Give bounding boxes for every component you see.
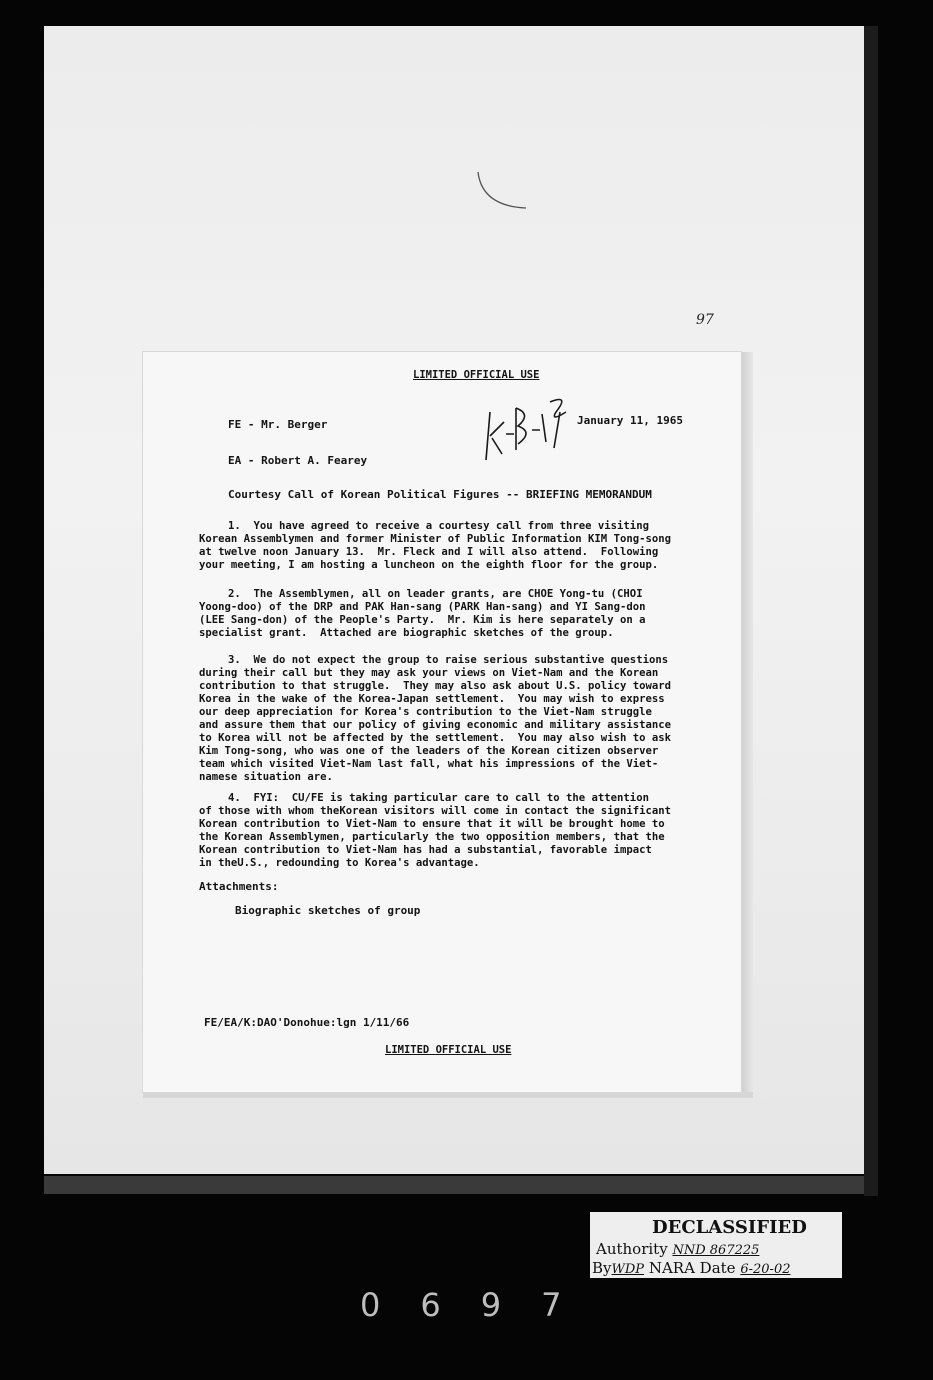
- para2-line: 2. The Assemblymen, all on leader grants, are CHOE Yong-tu (CHOI: [228, 588, 643, 600]
- para3-line: and assure them that our policy of giving economic and military assistance: [199, 719, 671, 731]
- para4-line: 4. FYI: CU/FE is taking particular care to call to the attention: [228, 792, 649, 804]
- memo-date: January 11, 1965: [577, 414, 683, 427]
- sheet-bottom-band: [44, 1176, 864, 1194]
- para1-line: at twelve noon January 13. Mr. Fleck and I will also attend. Following: [199, 546, 659, 558]
- memo-to-line: FE - Mr. Berger: [228, 418, 328, 431]
- para1-line: Korean Assemblymen and former Minister of Public Information KIM Tong-song: [199, 533, 671, 545]
- page-number-mark: 97: [696, 312, 714, 328]
- drafter-line: FE/EA/K:DAO'Donohue:lgn 1/11/66: [204, 1016, 410, 1029]
- stamp-nara-label: NARA Date: [648, 1259, 736, 1277]
- stamp-by-label: By: [592, 1259, 612, 1277]
- stamp-date-value: 6-20-02: [740, 1262, 791, 1277]
- film-edge: [864, 26, 878, 1196]
- frame-number: 0697: [360, 1286, 602, 1324]
- para4-line: the Korean Assemblymen, particularly the two opposition members, that the: [199, 831, 665, 843]
- para3-line: to Korea will not be affected by the settlement. You may also wish to ask: [199, 732, 671, 744]
- stamp-title: DECLASSIFIED: [652, 1217, 807, 1238]
- para4-line: in theU.S., redounding to Korea's advantage.: [199, 857, 480, 869]
- stamp-authority-label: Authority: [596, 1240, 668, 1258]
- attachment-item: Biographic sketches of group: [235, 904, 421, 917]
- stamp-authority-line: [596, 1240, 759, 1258]
- para3-line: during their call but they may ask your views on Viet-Nam and the Korean: [199, 667, 659, 679]
- para2-line: (LEE Sang-don) of the People's Party. Mr. Kim is here separately on a: [199, 614, 646, 626]
- para3-line: Kim Tong-song, who was one of the leaders of the Korean citizen observer: [199, 745, 659, 757]
- para4-line: Korean contribution to Viet-Nam has had a substantial, favorable impact: [199, 844, 652, 856]
- para1-line: 1. You have agreed to receive a courtesy call from three visiting: [228, 520, 649, 532]
- declassified-stamp: [590, 1212, 842, 1278]
- para3-line: contribution to that struggle. They may also ask about U.S. policy toward: [199, 680, 671, 692]
- para3-line: 3. We do not expect the group to raise serious substantive questions: [228, 654, 669, 666]
- memo-subject: Courtesy Call of Korean Political Figures -- BRIEFING MEMORANDUM: [228, 488, 652, 501]
- attachments-label: Attachments:: [199, 880, 279, 893]
- memo-shadow-bottom: [143, 1092, 753, 1098]
- para3-line: team which visited Viet-Nam last fall, what his impressions of the Viet-: [199, 758, 659, 770]
- classification-top: LIMITED OFFICIAL USE: [413, 369, 540, 381]
- para3-line: our deep appreciation for Korea's contribution to the Viet-Nam struggle: [199, 706, 652, 718]
- para4-line: of those with whom theKorean visitors will come in contact the significant: [199, 805, 671, 817]
- para3-line: Korea in the wake of the Korea-Japan settlement. You may wish to express: [199, 693, 665, 705]
- para2-line: specialist grant. Attached are biographic sketches of the group.: [199, 627, 614, 639]
- memo-shadow: [741, 352, 753, 1094]
- para2-line: Yoong-doo) of the DRP and PAK Han-sang (PARK Han-sang) and YI Sang-don: [199, 601, 646, 613]
- stamp-date-line: [592, 1259, 790, 1277]
- stamp-by-value: WDP: [611, 1262, 645, 1277]
- pen-mark: [474, 168, 534, 218]
- stamp-authority-value: NND 867225: [672, 1243, 760, 1258]
- classification-bottom: LIMITED OFFICIAL USE: [385, 1044, 512, 1056]
- para1-line: your meeting, I am hosting a luncheon on the eighth floor for the group.: [199, 559, 659, 571]
- para4-line: Korean contribution to Viet-Nam to ensure that it will be brought home to: [199, 818, 665, 830]
- handwritten-note: [480, 392, 580, 472]
- memo-from-line: EA - Robert A. Fearey: [228, 454, 368, 467]
- para3-line: namese situation are.: [199, 771, 333, 783]
